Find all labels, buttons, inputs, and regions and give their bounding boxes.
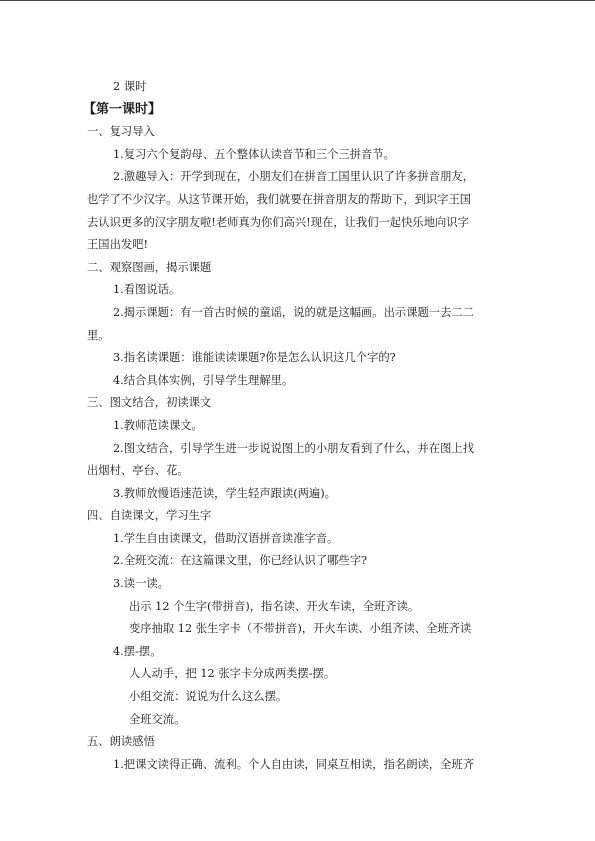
paragraph-line: 1.看图说话。 [113,283,181,297]
paragraph-line: 出烟村、亭台、花。 [87,464,189,478]
paragraph-line: 王国出发吧! [87,238,149,252]
paragraph-line: 2.图文结合，引导学生进一步说说图上的小朋友看到了什么，并在图上找 [113,441,474,455]
paragraph-line: 1.把课文读得正确、流利。个人自由读，同桌互相读，指名朗读，全班齐 [113,757,474,771]
lesson-title: 【第一课时】 [83,101,162,117]
section-heading: 三、图文结合，初读课文 [87,396,212,410]
paragraph-line: 小组交流：说说为什么这么摆。 [129,690,288,704]
paragraph-line: 3.读一读。 [113,577,169,591]
paragraph-line: 也学了不少汉字。从这节课开始，我们就要在拼音朋友的帮助下，到识字王国 [87,192,472,206]
section-heading: 一、复习导入 [87,125,155,139]
paragraph-line: 4.摆-摆。 [113,644,162,658]
paragraph-line: 1.学生自由读课文，借助汉语拼音读准字音。 [113,531,339,545]
paragraph-line: 去认识更多的汉字朋友啦!老师真为你们高兴!现在，让我们一起快乐地向识字 [87,215,469,229]
period-count: 2 课时 [113,80,147,93]
section-heading: 四、自读课文，学习生字 [87,509,212,523]
page-top-rule [0,0,595,1]
paragraph-line: 2.揭示课题：有一首古时候的童谣，说的就是这幅画。出示课题一去二二 [113,305,474,319]
paragraph-line: 出示 12 个生字(带拼音)，指名读、开火车读，全班齐读。 [129,599,420,613]
paragraph-line: 1.教师范读课文。 [113,418,203,432]
paragraph-line: 全班交流。 [129,712,186,726]
paragraph-line: 变序抽取 12 张生字卡（不带拼音)，开火车读、小组齐读、全班齐读 [129,622,472,636]
document-body [83,76,507,776]
paragraph-line: 4.结合具体实例，引导学生理解里。 [113,373,294,387]
paragraph-line: 2.激趣导入：开学到现在，小朋友们在拼音工国里认识了许多拼音朋友， [113,170,474,184]
paragraph-line: 3.教师放慢语速范读，学生轻声跟读(两遍)。 [113,486,336,500]
paragraph-line: 2.全班交流：在这篇课文里，你已经认识了哪些字? [113,554,368,568]
paragraph-line: 里。 [87,328,110,342]
section-heading: 五、朗读感悟 [87,735,155,749]
paragraph-line: 1.复习六个复韵母、五个整体认读音节和三个三拼音节。 [113,147,395,161]
paragraph-line: 人人动手，把 12 张字卡分成两类摆-摆。 [129,667,336,681]
section-heading: 二、观察图画，揭示课题 [87,260,212,274]
paragraph-line: 3.指名读课题：谁能读读课题?你是怎么认识这几个字的? [113,351,396,365]
